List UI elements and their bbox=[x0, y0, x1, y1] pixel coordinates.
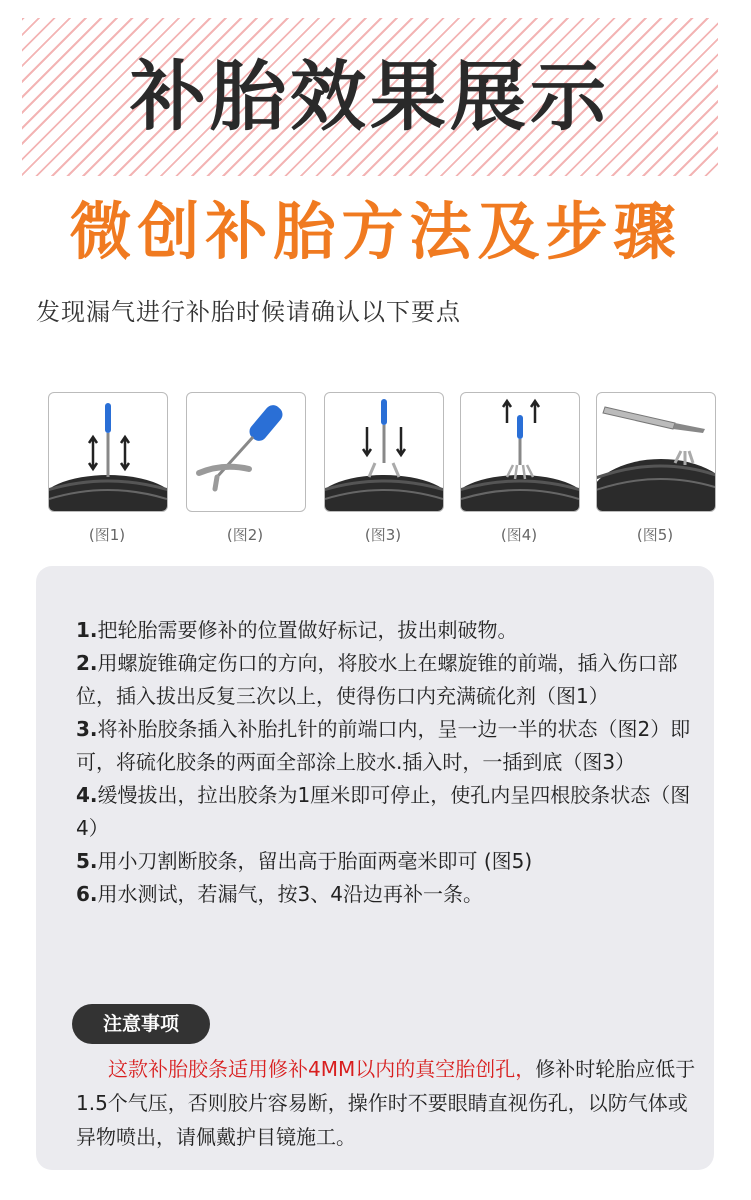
intro-text: 发现漏气进行补胎时候请确认以下要点 bbox=[36, 298, 461, 326]
figure-3 bbox=[324, 392, 442, 545]
step-text: 用小刀割断胶条，留出高于胎面两毫米即可 (图5) bbox=[97, 849, 533, 873]
step-text: 缓慢拔出，拉出胶条为1厘米即可停止，使孔内呈四根胶条状态（图4） bbox=[76, 783, 691, 840]
figure-5 bbox=[596, 392, 714, 545]
figure-row bbox=[48, 392, 720, 552]
note-badge: 注意事项 bbox=[72, 1004, 210, 1044]
step-item bbox=[76, 779, 696, 845]
figure-caption: (图5) bbox=[636, 526, 674, 544]
figure-caption: (图4) bbox=[500, 526, 538, 544]
screwdriver-plug-icon bbox=[186, 392, 306, 512]
step-item bbox=[76, 878, 696, 911]
tire-insert-icon bbox=[48, 392, 168, 512]
step-item bbox=[76, 614, 696, 647]
note-warning: 这款补胎胶条适用修补4MM以内的真空胎创孔， bbox=[108, 1057, 536, 1081]
step-number: 5. bbox=[76, 849, 98, 873]
note-text bbox=[76, 1052, 696, 1154]
tire-pull-out-icon bbox=[460, 392, 580, 512]
step-number: 1. bbox=[76, 618, 98, 642]
note-detail: 修补时轮胎应低于1.5个气压，否则胶片容易断，操作时不要眼睛直视伤孔，以防气体或异物喷出，请佩戴护目镜施工。 bbox=[76, 1057, 696, 1149]
figure-caption: (图1) bbox=[88, 526, 126, 544]
steps-list bbox=[76, 614, 696, 911]
tire-insert-arrows-icon bbox=[324, 392, 444, 512]
banner-title: 补胎效果展示 bbox=[130, 52, 610, 141]
title-banner bbox=[22, 18, 718, 176]
section-heading: 微创补胎方法及步骤 bbox=[69, 195, 682, 268]
step-item bbox=[76, 713, 696, 779]
step-item bbox=[76, 647, 696, 713]
figure-1 bbox=[48, 392, 166, 545]
figure-caption: (图2) bbox=[226, 526, 264, 544]
figure-4 bbox=[460, 392, 578, 545]
step-text: 将补胎胶条插入补胎扎针的前端口内，呈一边一半的状态（图2）即可，将硫化胶条的两面全部涂上胶水.插入时，一插到底（图3） bbox=[76, 717, 691, 774]
figure-caption: (图3) bbox=[364, 526, 402, 544]
instructions-card bbox=[36, 566, 714, 1170]
step-item bbox=[76, 845, 696, 878]
step-text: 把轮胎需要修补的位置做好标记，拔出刺破物。 bbox=[97, 618, 518, 642]
step-number: 6. bbox=[76, 882, 98, 906]
knife-cut-icon bbox=[596, 392, 716, 512]
step-text: 用水测试，若漏气，按3、4沿边再补一条。 bbox=[97, 882, 483, 906]
step-number: 3. bbox=[76, 717, 98, 741]
figure-2 bbox=[186, 392, 304, 545]
step-text: 用螺旋锥确定伤口的方向，将胶水上在螺旋锥的前端，插入伤口部位，插入拔出反复三次以上，使得伤口内充满硫化剂（图1） bbox=[76, 651, 678, 708]
step-number: 4. bbox=[76, 783, 98, 807]
step-number: 2. bbox=[76, 651, 98, 675]
